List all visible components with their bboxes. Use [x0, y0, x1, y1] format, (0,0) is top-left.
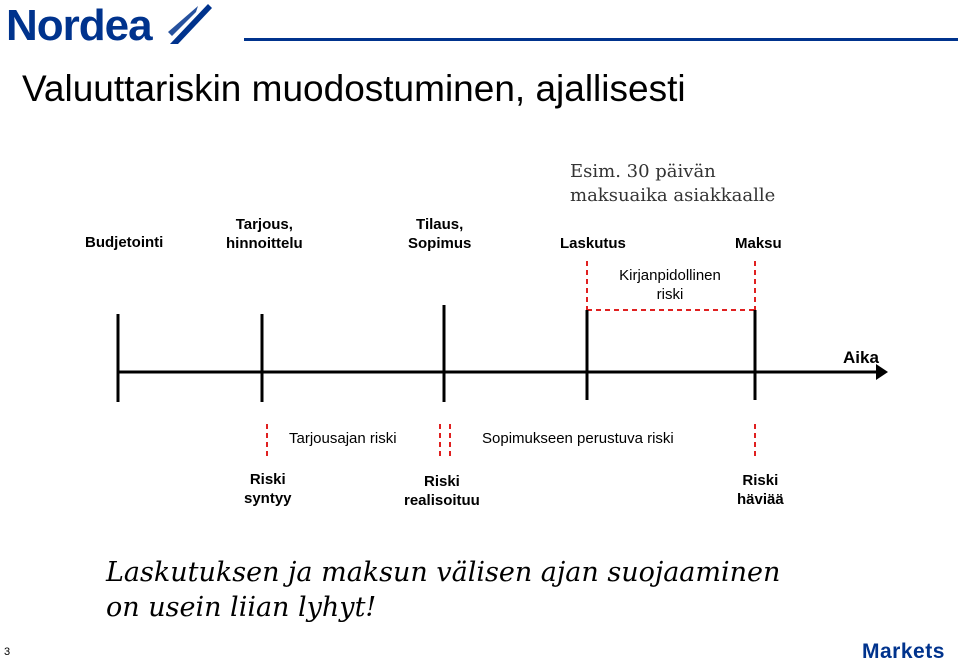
milestone-budget: Budjetointi: [85, 234, 164, 251]
nordea-logo: Nordea: [6, 1, 152, 50]
page-title: Valuuttariskin muodostuminen, ajallisesti: [22, 68, 686, 109]
axis-label-time: Aika: [843, 348, 879, 367]
milestone-offer: Tarjous, hinnoittelu: [226, 216, 303, 252]
risk-realizes: Riski realisoituu: [404, 473, 480, 509]
milestone-payment: Maksu: [735, 235, 782, 252]
accounting-risk-bracket: [587, 261, 755, 310]
milestone-contract: Tilaus, Sopimus: [408, 216, 472, 252]
contract-period-risk: Sopimukseen perustuva riski: [482, 430, 674, 447]
page-number: 3: [4, 646, 11, 658]
markets-brand: Markets: [862, 640, 945, 663]
offer-period-risk: Tarjousajan riski: [289, 430, 397, 447]
risk-arises: Riski syntyy: [244, 471, 292, 507]
milestone-invoicing: Laskutus: [560, 235, 626, 252]
accounting-risk-label: Kirjanpidollinen riski: [619, 267, 721, 303]
conclusion-text: Laskutuksen ja maksun välisen ajan suojaaminen on usein liian lyhyt!: [106, 557, 781, 623]
payment-term-note: Esim. 30 päivän maksuaika asiakkaalle: [570, 161, 776, 206]
risk-disappears: Riski häviää: [737, 472, 784, 508]
